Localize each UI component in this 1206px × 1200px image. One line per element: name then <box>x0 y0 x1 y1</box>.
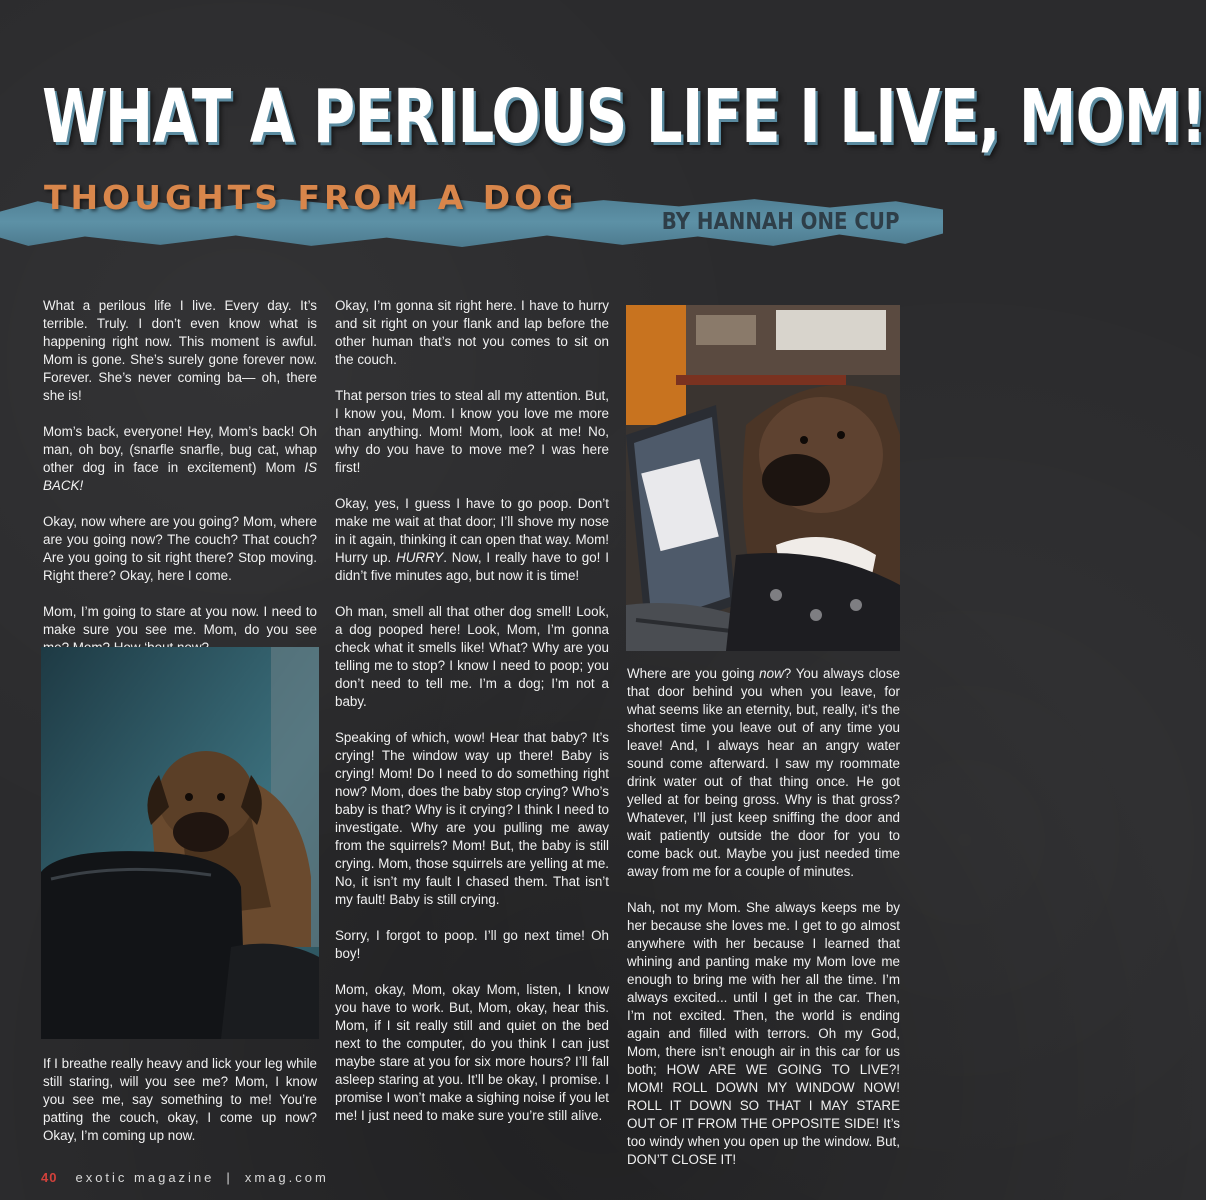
paragraph: Mom, I’m going to stare at you now. I need to make sure you see me. Mom, do you see <box>43 604 317 637</box>
website: xmag.com <box>244 1170 329 1185</box>
paragraph: Nah, not my Mom. She always keeps me by her because she loves me. I get to go almost anywhere with her because I learned that whining and panting make my Mom love me enough to bring me with her all the time. I’m always excited... until I get in the car. Then, I’m not excited. Then, the world is ending again and filled with terrors. Oh my God, Mom, there isn’t enough air in this car for us both; HOW ARE WE GOING TO LIVE?! MOM! ROLL DOWN MY WINDOW NOW! ROLL IT DOWN SO THAT I MAY STARE OUT OF IT FROM THE OPPOSITE SIDE! It’s too windy when you open up the window. But, DON’T CLOSE IT! <box>627 900 900 1167</box>
emphasis: now <box>759 666 784 681</box>
dog-with-laptop-photo <box>626 305 900 651</box>
paragraph: Oh man, smell all that other dog smell! Look, a dog pooped here! Look, Mom, I’m gonna check what it smells like! What? Why are you telling me to stop? I know I need to poop; you don’t need to tell me. I’m a dog; I’m not a baby. <box>335 604 609 709</box>
emphasis: HURRY <box>396 550 444 565</box>
paragraph: Speaking of which, wow! Hear that baby? It’s crying! The window way up there! Baby is crying! Mom! Do I need to do something right now? Mom, does the baby stop crying? Who’s baby is that? Why is it crying? I think I need to investigate. Why are you pulling me away from the squirrels? Mom! But, the baby is still crying. Mom, those squirrels are yelling at me. No, it isn’t my fault I chased them. That isn’t my fault! Baby is still crying. <box>335 730 609 907</box>
paragraph: Sorry, I forgot to poop. I’ll go next time! Oh boy! <box>335 928 609 961</box>
page-number: 40 <box>41 1170 58 1185</box>
article-column-2 <box>335 297 609 1125</box>
paragraph: Mom, okay, Mom, okay Mom, listen, I know you have to work. But, Mom, okay, hear this. Mom, if I sit really still and quiet on the bed next to the computer, do you think I can just maybe stare at you for six more hours? I’ll fall asleep staring at you. It’ll be okay, I promise. I promise I won’t make a sighing noise if you let me! I just need to make sure you’re still alive. <box>335 982 609 1123</box>
paragraph: Okay, I’m gonna sit right here. I have to hurry and sit right on your flank and lap before the other human that’s not you comes to sit on the couch. <box>335 298 609 367</box>
paragraph: Okay, now where are you going? Mom, where are you going now? The couch? That couch? Are you going to sit right there? Stop moving. Right there? Okay, here I come. <box>43 514 317 583</box>
paragraph: Where are you going now? You always close that door behind you when you leave, for what seems like an eternity, but, really, it’s the shortest time you leave out of any time you leave! And, I always hear an angry water sound come afterward. I saw my roommate drink water out of that thing once. He got yelled at for being gross. Why is that gross? Whatever, I’ll just keep sniffing the door and wait patiently outside the door for you to come back out. Maybe you just needed time away from me for a couple of minutes. <box>627 666 901 879</box>
paragraph: If I breathe really heavy and lick your leg while still staring, will you see me? Mom, I know you see me, say something to me! You’re patting the couch, okay, I come up now? Okay, I’m coming up now. <box>43 1056 317 1143</box>
paragraph: Okay, yes, I guess I have to go poop. Don’t make me wait at that door; I’ll shove my nose in it again, thinking it can open that way. Mom! Hurry up. HURRY. Now, I really have to go! I didn’t five minutes ago, but now it is time! <box>335 496 609 583</box>
paragraph: What a perilous life I live. Every day. It’s terrible. Truly. I don’t even know what is happening right now. This moment is awful. Mom is gone. She’s surely gone forever now. Forever. She’s never coming ba— oh, there she is! <box>43 298 317 403</box>
article-column-3 <box>627 665 900 1169</box>
footer-separator: | <box>226 1170 233 1185</box>
paragraph: Mom’s back, everyone! Hey, Mom’s back! Oh man, oh boy, (snarfle snarfle, bug cat, whap other dog in face in excitement) Mom IS BACK! <box>43 424 317 493</box>
dog-on-couch-photo <box>41 647 319 1039</box>
article-column-1-continued <box>43 1055 317 1145</box>
article-column-1 <box>43 297 317 657</box>
emphasis: IS BACK! <box>43 460 317 493</box>
paragraph: That person tries to steal all my attention. But, I know you, Mom. I know you love me more than anything. Mom! Mom, look at me! No, why do you have to move me? I was here first! <box>335 388 609 475</box>
subhead: THOUGHTS FROM A DOG <box>44 178 578 217</box>
page-footer <box>41 1170 329 1185</box>
headline: WHAT A PERILOUS LIFE I LIVE, MOM! <box>42 74 1206 160</box>
byline: BY HANNAH ONE CUP <box>661 209 899 235</box>
publication-name: exotic magazine <box>75 1170 215 1185</box>
